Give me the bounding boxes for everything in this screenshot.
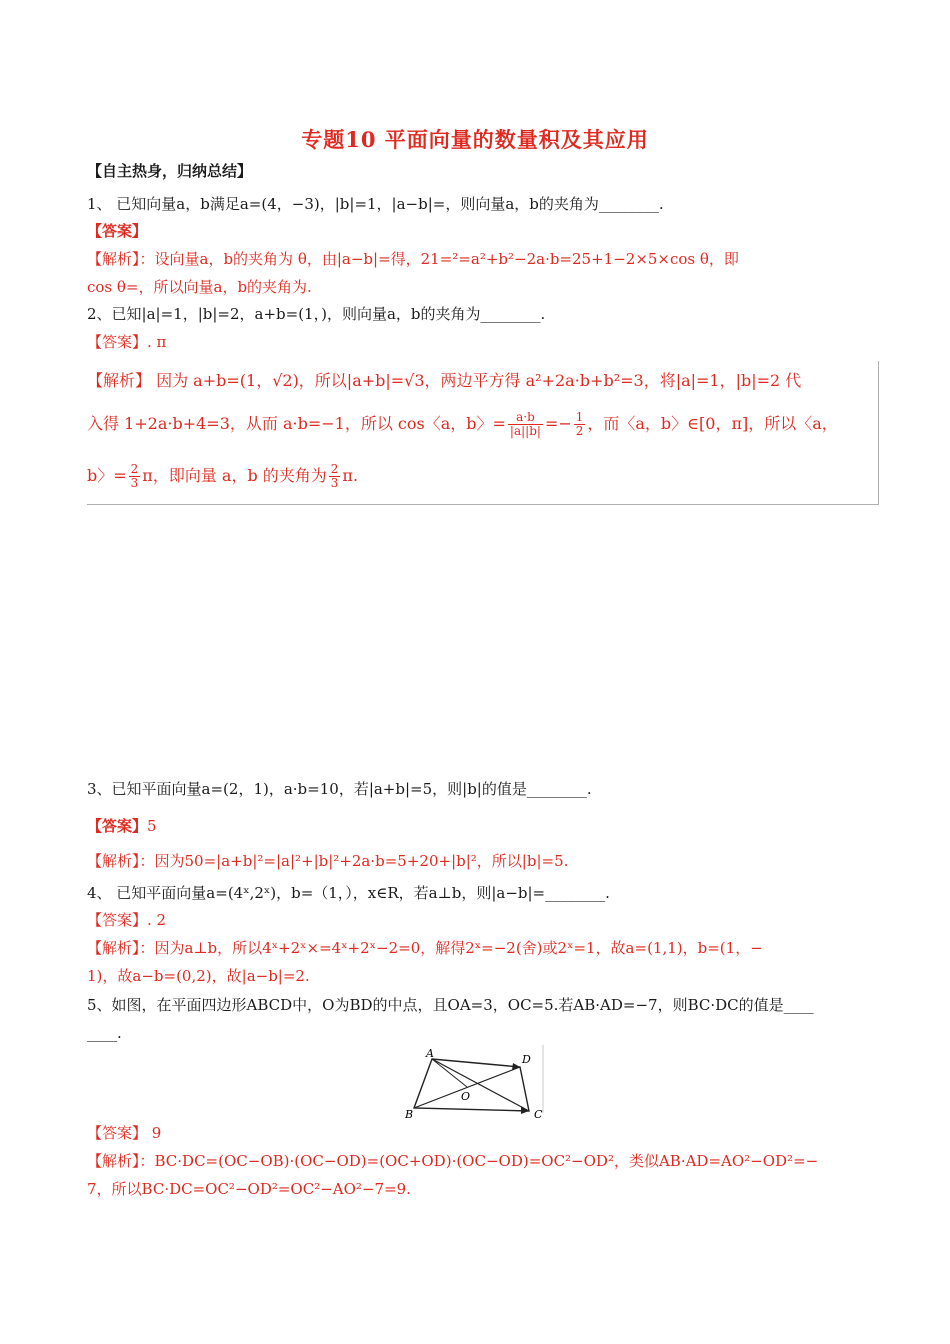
question-2: 2、已知|a|=1，|b|=2，a+b=(1，)，则向量a，b的夹角为________. xyxy=(87,305,546,323)
question-4: 4、 已知平面向量a=(4ˣ,2ˣ)，b=（1，），x∈R，若a⊥b，则|a−b|=________. xyxy=(87,884,610,902)
q1-analysis-line-2: cos θ=，所以向量a，b的夹角为. xyxy=(87,278,312,296)
fraction-numerator: 2 xyxy=(130,462,139,476)
q2-box-line-3 xyxy=(87,463,358,490)
q3-answer xyxy=(87,815,157,837)
question-1: 1、 已知向量a，b满足a=(4，−3)，|b|=1，|a−b|=，则向量a，b的夹角为________. xyxy=(87,195,664,213)
q1-answer: 【答案】 xyxy=(87,222,148,240)
fraction-numerator: 1 xyxy=(575,410,584,424)
question-5-line-2: ____. xyxy=(87,1024,122,1042)
q2-box-line-2-part-c: ，而〈a，b〉∈[0，π]，所以〈a， xyxy=(587,414,838,433)
q2-box-line-2 xyxy=(87,411,838,438)
fraction-numerator: 2 xyxy=(330,462,339,476)
q1-analysis-line-1: 【解析】：设向量a，b的夹角为 θ，由|a−b|=得，21=²=a²+b²−2a·b=25+1−2×5×cos θ，即 xyxy=(87,250,739,268)
q2-box-line-2-part-b: =− xyxy=(544,414,572,433)
q3-answer-label: 【答案】 xyxy=(87,817,148,835)
section-heading: 【自主热身，归纳总结】 xyxy=(87,162,253,180)
q5-analysis-line-2: 7，所以BC·DC=OC²−OD²=OC²−AO²−7=9. xyxy=(87,1180,411,1198)
question-5-line-1: 5、如图，在平面四边形ABCD中，O为BD的中点，且OA=3，OC=5.若AB·AD=−7，则BC·DC的值是____ xyxy=(87,996,814,1014)
quadrilateral-figure xyxy=(403,1045,547,1121)
segment-ao xyxy=(432,1059,467,1087)
fraction-two-thirds xyxy=(129,463,141,490)
q2-box-line-3-part-a: b〉= xyxy=(87,466,127,485)
q2-answer: 【答案】. π xyxy=(87,333,167,351)
q5-analysis-line-1: 【解析】：BC·DC=(OC−OB)·(OC−OD)=(OC+OD)·(OC−OD)=OC²−OD²，类似AB·AD=AO²−OD²=− xyxy=(87,1152,819,1170)
label-a: A xyxy=(426,1047,434,1060)
label-o: O xyxy=(461,1090,471,1103)
fraction-denominator: 3 xyxy=(130,476,139,490)
fraction-denominator: 3 xyxy=(330,476,339,490)
fraction-denominator: |a||b| xyxy=(509,424,541,438)
q5-answer: 【答案】 9 xyxy=(87,1124,162,1142)
q3-answer-value: 5 xyxy=(147,817,157,835)
page-title: 专题10 平面向量的数量积及其应用 xyxy=(301,127,649,152)
fraction-one-half xyxy=(574,411,586,438)
q3-analysis: 【解析】：因为50=|a+b|²=|a|²+|b|²+2a·b=5+20+|b|²，所以|b|=5. xyxy=(87,852,569,870)
q2-box-line-3-part-c: π. xyxy=(342,466,359,485)
fraction-two-thirds xyxy=(329,463,341,490)
quadrilateral-abcd xyxy=(414,1059,529,1111)
fraction-ab-over-norms xyxy=(508,411,543,438)
q2-box-line-2-part-a: 入得 1+2a·b+4=3，从而 a·b=−1，所以 cos〈a，b〉= xyxy=(87,414,506,433)
label-d: D xyxy=(522,1053,531,1066)
q2-box-line-3-part-b: π，即向量 a，b 的夹角为 xyxy=(142,466,327,485)
question-3: 3、已知平面向量a=(2，1)，a·b=10，若|a+b|=5，则|b|的值是________. xyxy=(87,780,592,798)
fraction-numerator: a·b xyxy=(508,411,543,425)
q2-analysis-box xyxy=(87,361,879,505)
q4-analysis-line-2: 1)，故a−b=(0,2)，故|a−b|=2. xyxy=(87,967,310,985)
label-c: C xyxy=(534,1108,543,1121)
q2-box-line-1: 【解析】 因为 a+b=(1，√2)，所以|a+b|=√3，两边平方得 a²+2a·b+b²=3，将|a|=1，|b|=2 代 xyxy=(87,371,802,390)
q4-analysis-line-1: 【解析】：因为a⊥b，所以4ˣ+2ˣ×=4ˣ+2ˣ−2=0，解得2ˣ=−2(舍)或2ˣ=1，故a=(1,1)，b=(1，− xyxy=(87,939,763,957)
q4-answer: 【答案】. 2 xyxy=(87,911,167,929)
fraction-denominator: 2 xyxy=(575,424,584,438)
label-b: B xyxy=(405,1108,414,1121)
